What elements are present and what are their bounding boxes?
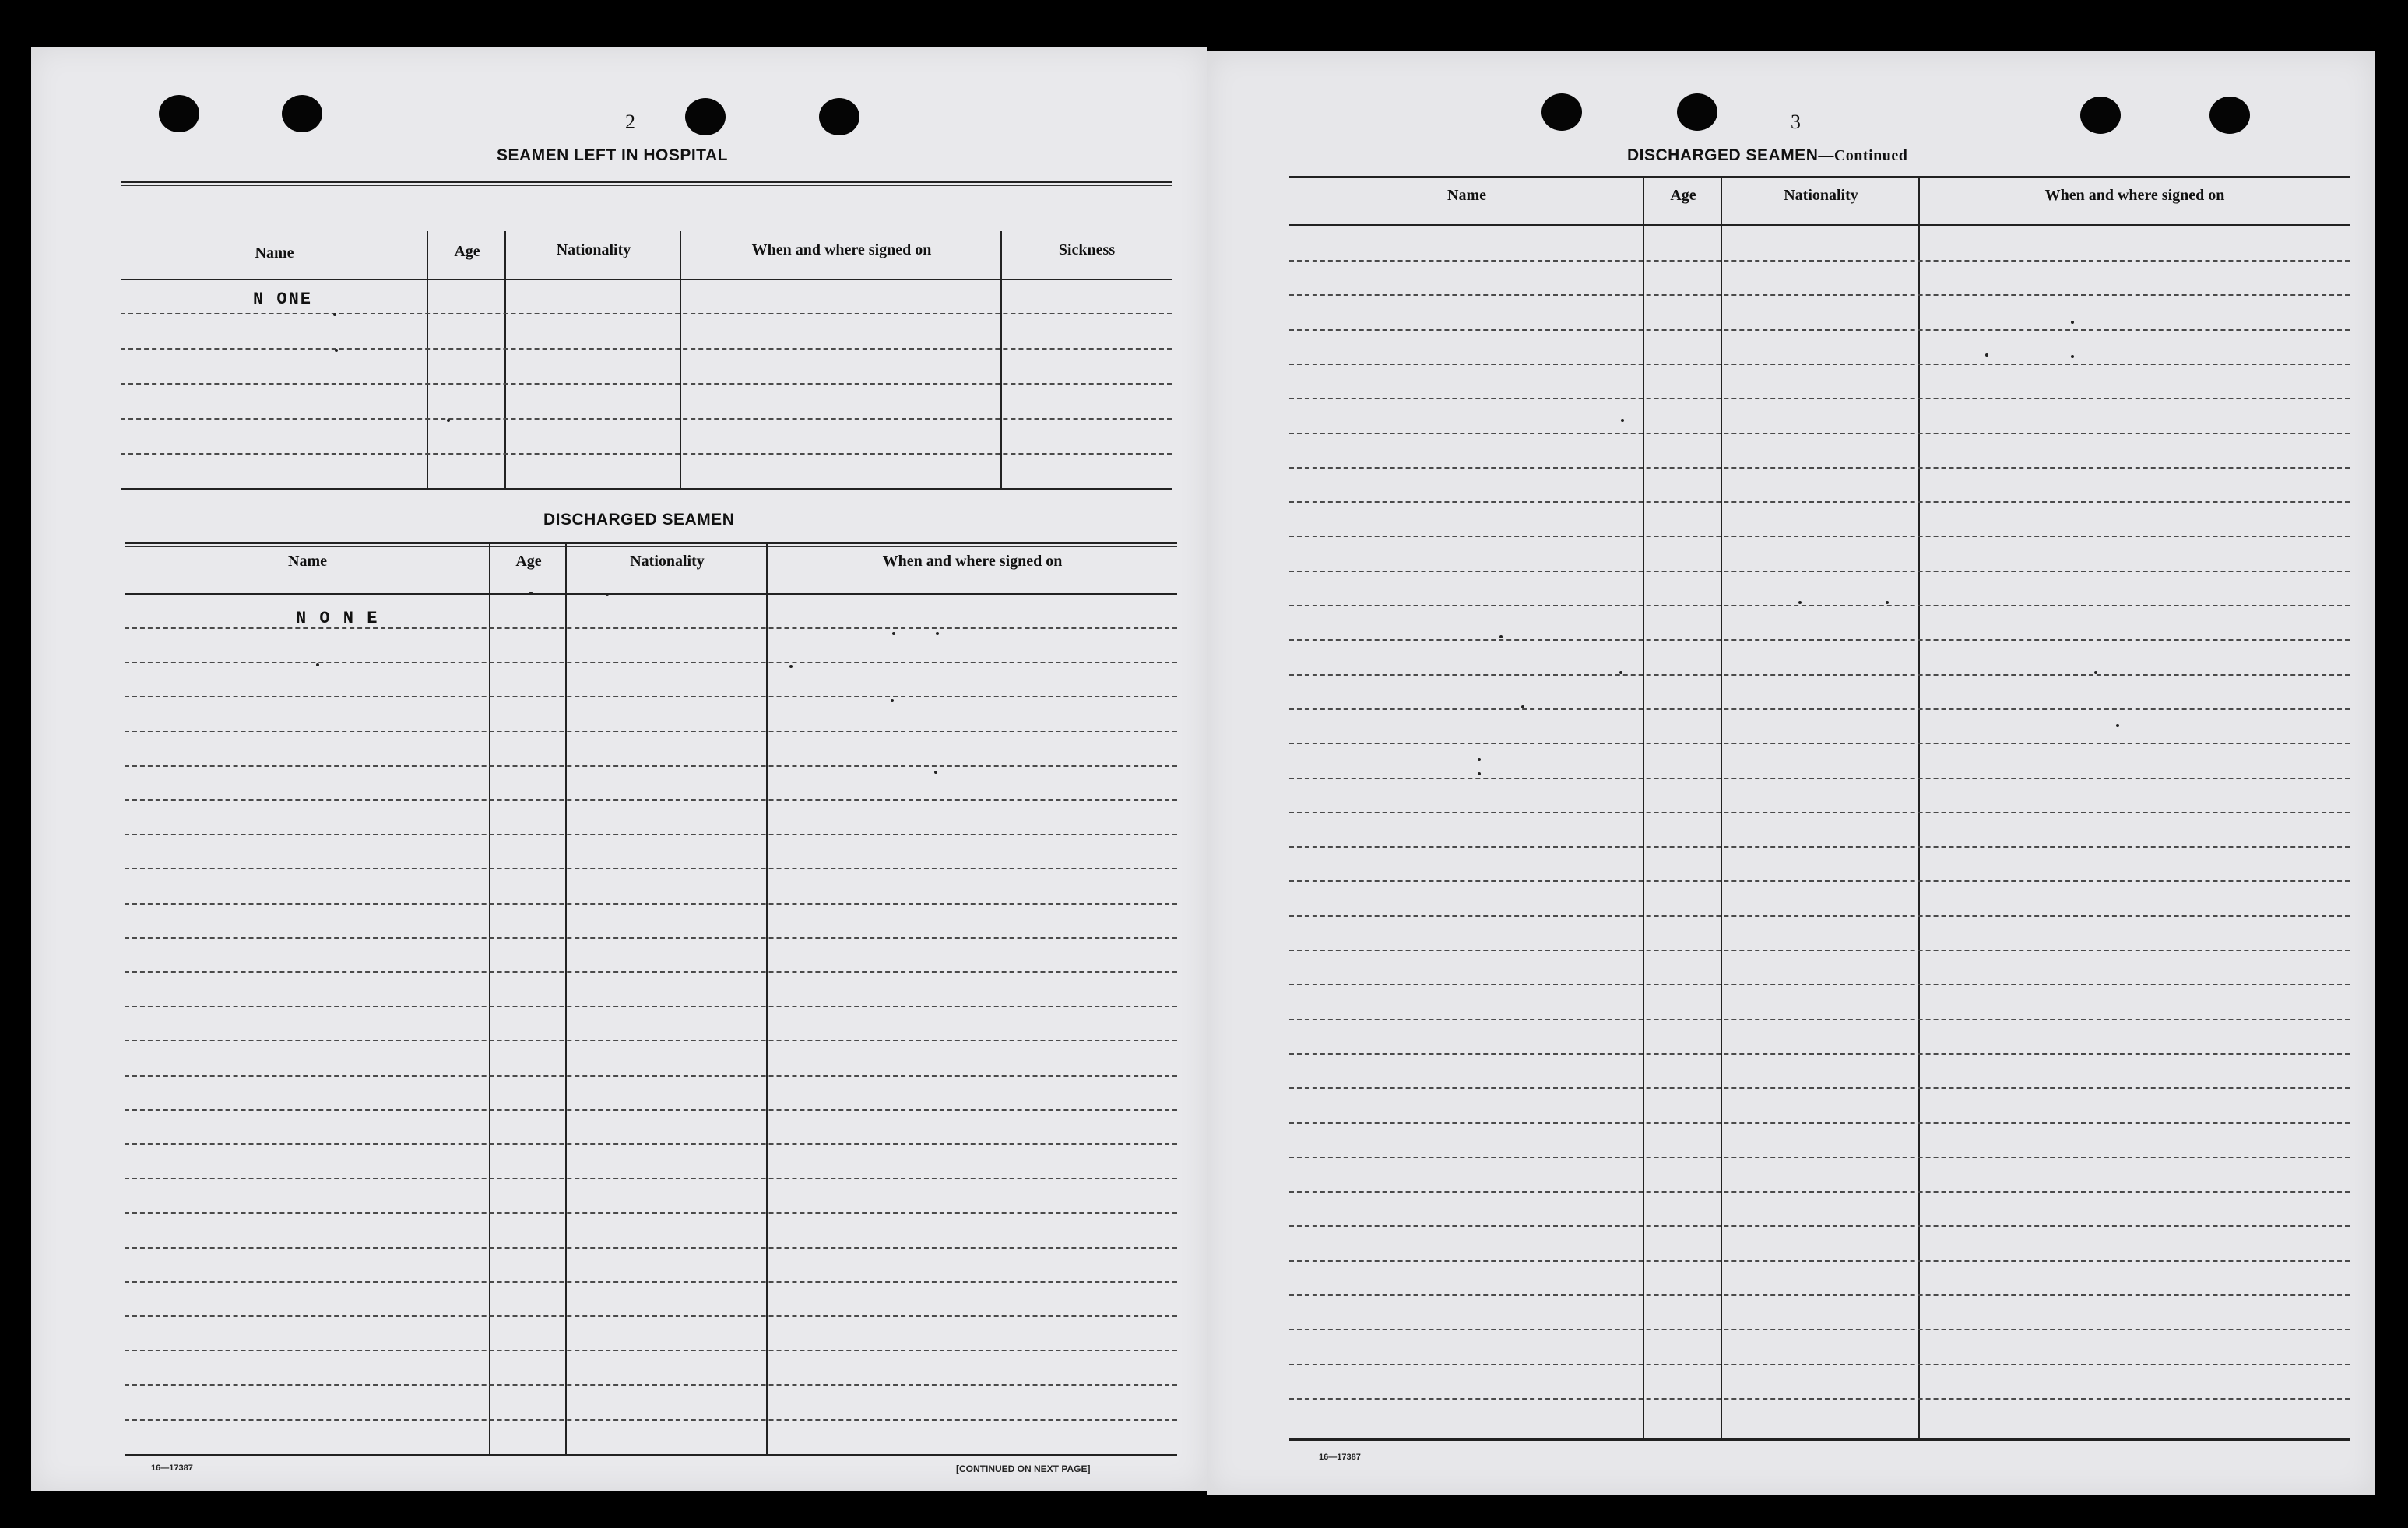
- page-number: 3: [1791, 111, 1801, 133]
- ruled-line: [1289, 639, 2350, 641]
- ruled-line: [1289, 880, 2350, 882]
- ruled-line: [1289, 260, 2350, 262]
- form-number: 16—17387: [151, 1463, 193, 1473]
- ruled-line: [125, 1419, 1177, 1421]
- punch-hole: [282, 95, 322, 132]
- ruled-line: [1289, 1398, 2350, 1400]
- ruled-line: [125, 662, 1177, 663]
- ruled-line: [125, 731, 1177, 732]
- ruled-line: [1289, 1260, 2350, 1262]
- ruled-line: [125, 1212, 1177, 1214]
- ruled-line: [1289, 1225, 2350, 1227]
- col-header-name: Name: [1447, 187, 1486, 204]
- ruled-line: [125, 1143, 1177, 1145]
- ruled-line: [1289, 433, 2350, 434]
- ruled-line: [1289, 571, 2350, 572]
- ruled-line: [1289, 1157, 2350, 1158]
- ruled-line: [1289, 1122, 2350, 1124]
- col-header-age: Age: [1670, 187, 1696, 204]
- ruled-line: [1289, 398, 2350, 399]
- title-main: DISCHARGED SEAMEN: [1627, 146, 1819, 164]
- col-header-nationality: Nationality: [1784, 187, 1858, 204]
- ruled-line: [125, 903, 1177, 905]
- col-header-nationality: Nationality: [630, 553, 705, 570]
- ruled-line: [125, 1247, 1177, 1249]
- left-page: [31, 47, 1207, 1491]
- ruled-line: [1289, 1019, 2350, 1020]
- punch-hole: [819, 98, 859, 135]
- ruled-line: [125, 799, 1177, 801]
- col-header-name: Name: [255, 244, 294, 262]
- ruled-line: [125, 1075, 1177, 1077]
- discharged-table-continued: [1289, 176, 2350, 1442]
- punch-hole: [159, 95, 199, 132]
- ruled-line: [1289, 812, 2350, 813]
- ruled-line: [125, 1040, 1177, 1041]
- ruled-line: [1289, 846, 2350, 848]
- punch-hole: [685, 98, 726, 135]
- ruled-line: [125, 971, 1177, 973]
- continued-note: [CONTINUED ON NEXT PAGE]: [956, 1463, 1091, 1474]
- ruled-line: [1289, 778, 2350, 779]
- ruled-line: [125, 1281, 1177, 1283]
- ruled-line: [125, 1178, 1177, 1179]
- punch-hole: [1677, 93, 1717, 131]
- ruled-line: [1289, 1329, 2350, 1330]
- punch-hole: [1541, 93, 1582, 131]
- ruled-line: [1289, 1364, 2350, 1365]
- ruled-line: [1289, 915, 2350, 917]
- ruled-line: [1289, 501, 2350, 503]
- discharged-table: [125, 542, 1177, 1460]
- ruled-line: [125, 696, 1177, 697]
- ruled-line: [1289, 605, 2350, 606]
- ruled-line: [125, 765, 1177, 767]
- ruled-line: [125, 1109, 1177, 1111]
- ruled-line: [125, 834, 1177, 835]
- ruled-line: [1289, 674, 2350, 676]
- col-header-age: Age: [454, 243, 480, 260]
- form-number: 16—17387: [1319, 1452, 1361, 1462]
- ruled-line: [125, 1350, 1177, 1351]
- right-page: [1207, 51, 2375, 1495]
- col-header-name: Name: [288, 553, 327, 570]
- hospital-section-title: SEAMEN LEFT IN HOSPITAL: [497, 146, 728, 164]
- col-header-age: Age: [515, 553, 542, 570]
- page-number: 2: [625, 111, 635, 133]
- col-header-signed-on: When and where signed on: [751, 241, 932, 258]
- ruled-line: [1289, 1191, 2350, 1193]
- ruled-line: [1289, 1087, 2350, 1089]
- hospital-entry: N ONE: [253, 290, 313, 309]
- ruled-line: [1289, 364, 2350, 365]
- col-header-sickness: Sickness: [1058, 241, 1116, 258]
- ruled-line: [125, 1315, 1177, 1317]
- col-header-signed-on: When and where signed on: [2044, 187, 2225, 204]
- ruled-line: [125, 627, 1177, 629]
- title-suffix: —Continued: [1818, 147, 1908, 164]
- ruled-line: [1289, 708, 2350, 710]
- ruled-line: [1289, 950, 2350, 951]
- ruled-line: [125, 868, 1177, 869]
- ruled-line: [125, 1006, 1177, 1007]
- ruled-line: [1289, 984, 2350, 985]
- col-header-signed-on: When and where signed on: [882, 553, 1063, 570]
- col-header-nationality: Nationality: [556, 241, 631, 258]
- ruled-line: [125, 1384, 1177, 1386]
- discharged-entry: N O N E: [296, 609, 379, 628]
- ruled-line: [1289, 1053, 2350, 1055]
- punch-hole: [2209, 97, 2250, 134]
- ruled-line: [1289, 1294, 2350, 1296]
- punch-hole: [2080, 97, 2121, 134]
- ruled-line: [1289, 294, 2350, 296]
- ruled-line: [1289, 536, 2350, 537]
- ruled-line: [125, 937, 1177, 939]
- hospital-table: [121, 181, 1172, 492]
- ruled-line: [1289, 329, 2350, 331]
- discharged-continued-title: [1627, 146, 1907, 165]
- ruled-line: [1289, 743, 2350, 744]
- discharged-section-title: DISCHARGED SEAMEN: [543, 511, 735, 529]
- ruled-line: [1289, 467, 2350, 469]
